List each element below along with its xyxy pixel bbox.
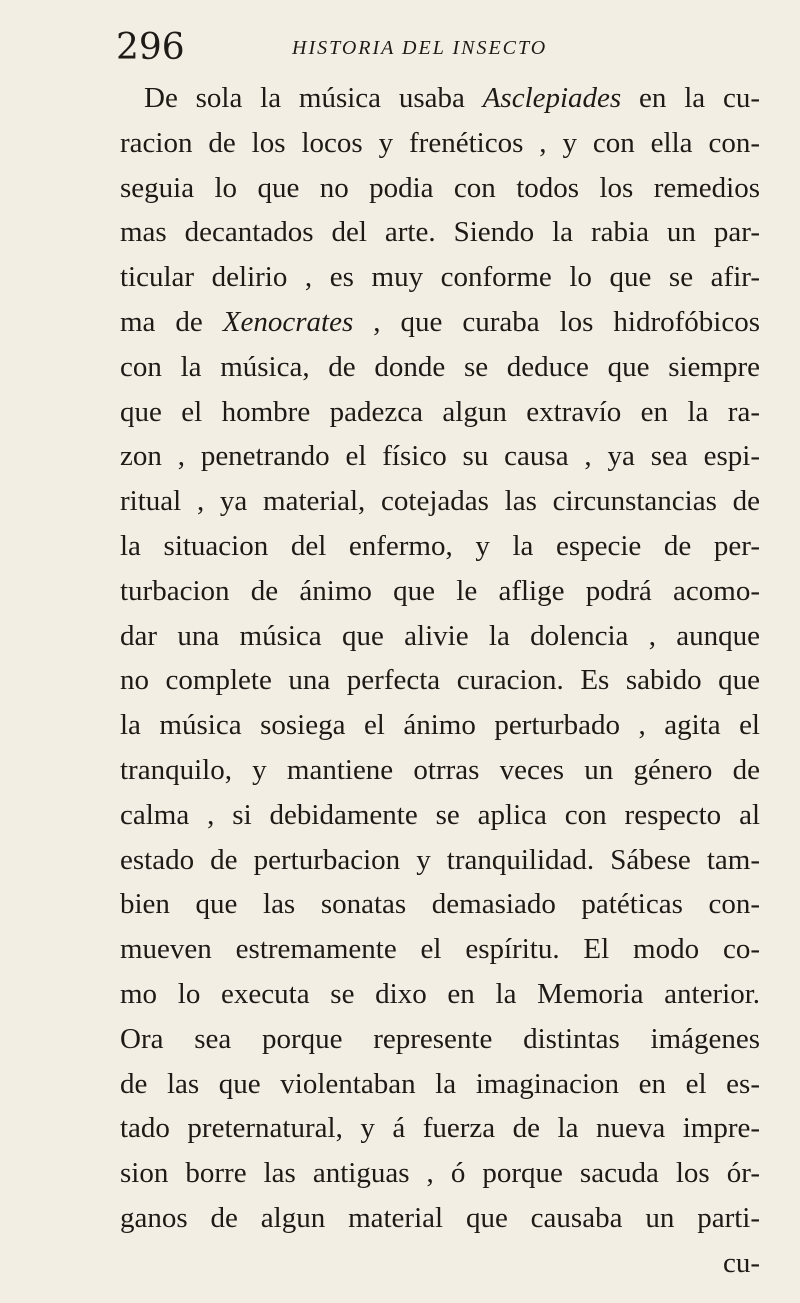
- text-segment: mo lo executa se dixo en la Memoria anterior.: [120, 977, 760, 1010]
- text-segment: que el hombre padezca algun extravío en la ra-: [120, 395, 760, 428]
- text-line: [120, 210, 760, 255]
- text-line: [120, 1106, 760, 1151]
- text-line: [120, 121, 760, 166]
- text-segment: ganos de algun material que causaba un parti-: [120, 1201, 760, 1234]
- text-segment: tranquilo, y mantiene otrras veces un género de: [120, 753, 760, 786]
- text-segment: De sola la música usaba: [144, 82, 483, 114]
- text-line: [120, 658, 760, 703]
- text-segment: la música sosiega el ánimo perturbado , agita el: [120, 709, 760, 742]
- text-segment: ritual , ya material, cotejadas las circunstancias de: [120, 485, 760, 518]
- catchword: cu-: [722, 1246, 760, 1279]
- text-segment: calma , si debidamente se aplica con respecto al: [120, 798, 760, 831]
- text-line: [120, 927, 760, 972]
- text-segment: seguia lo que no podia con todos los remedios: [120, 171, 760, 204]
- text-line: [120, 882, 760, 927]
- text-line: [120, 345, 760, 390]
- italic-name: Asclepiades: [482, 82, 622, 114]
- running-head: HISTORIA DEL INSECTO: [292, 37, 548, 59]
- body-text: [120, 76, 760, 1286]
- text-line: [120, 793, 760, 838]
- text-line: [120, 1017, 760, 1062]
- text-line: [120, 972, 760, 1017]
- italic-name: Xenocrates: [222, 305, 354, 338]
- text-line: [120, 1062, 760, 1107]
- text-line: [120, 76, 760, 121]
- text-line: [120, 255, 760, 300]
- text-segment: tado preternatural, y á fuerza de la nueva impre-: [120, 1112, 760, 1145]
- text-segment: mas decantados del arte. Siendo la rabia un par-: [120, 216, 760, 249]
- text-line: [120, 838, 760, 883]
- text-segment: turbacion de ánimo que le aflige podrá acomo-: [120, 574, 760, 607]
- page-number: 296: [116, 27, 185, 68]
- text-line: [120, 479, 760, 524]
- text-segment: la situacion del enfermo, y la especie de per-: [120, 529, 760, 562]
- text-segment: sion borre las antiguas , ó porque sacuda los ór-: [120, 1157, 760, 1190]
- text-line: [120, 390, 760, 435]
- text-line: [120, 1196, 760, 1241]
- text-segment: bien que las sonatas demasiado patéticas con-: [120, 888, 760, 921]
- text-line: [120, 1151, 760, 1196]
- text-line: [120, 300, 760, 345]
- text-segment: mueven estremamente el espíritu. El modo co-: [120, 933, 760, 966]
- text-segment: estado de perturbacion y tranquilidad. Sábese tam-: [120, 843, 760, 876]
- text-segment: no complete una perfecta curacion. Es sabido que: [120, 664, 760, 697]
- text-line: [120, 166, 760, 211]
- text-segment: racion de los locos y frenéticos , y con ella con-: [120, 126, 760, 159]
- text-segment: en la cu-: [621, 82, 760, 114]
- text-segment: de las que violentaban la imaginacion en el es-: [120, 1067, 760, 1100]
- text-line: [120, 434, 760, 479]
- page-header: [116, 28, 716, 68]
- text-segment: zon , penetrando el físico su causa , ya sea espi-: [120, 440, 760, 473]
- text-line: [120, 748, 760, 793]
- text-line: [120, 524, 760, 569]
- text-segment: , que curaba los hidrofóbicos: [353, 305, 760, 338]
- text-segment: con la música, de donde se deduce que siempre: [120, 350, 760, 383]
- text-line: [120, 703, 760, 748]
- text-segment: Ora sea porque represente distintas imágenes: [120, 1022, 760, 1055]
- text-segment: ma de: [120, 305, 223, 338]
- text-line: [120, 569, 760, 614]
- text-segment: ticular delirio , es muy conforme lo que se afir-: [120, 261, 760, 294]
- text-segment: dar una música que alivie la dolencia , aunque: [120, 619, 760, 652]
- text-line: [120, 614, 760, 659]
